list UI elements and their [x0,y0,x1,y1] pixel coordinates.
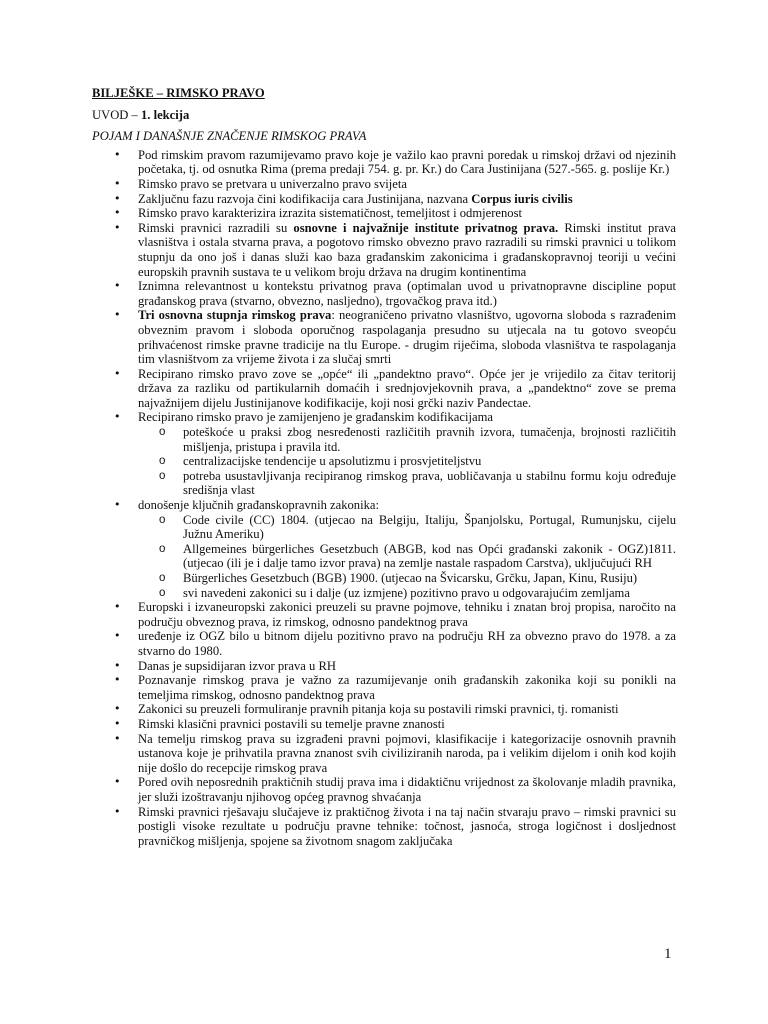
list-item [92,659,676,674]
sub-list-item: o Bürgerliches Gesetzbuch (BGB) 1900. (utjecao na Švicarsku, Grčku, Japan, Kinu, Rusiju) [138,571,676,586]
sub-list-item: o Code civile (CC) 1804. (utjecao na Belgiju, Italiju, Španjolsku, Portugal, Rumunjsku, cijelu Južnu Ameriku) [138,513,676,542]
document-title: BILJEŠKE – RIMSKO PRAVO [92,86,265,100]
list-item [92,702,676,717]
sub-list [138,513,676,601]
lesson-label: 1. lekcija [140,107,190,122]
sub-list-item: o Allgemeines bürgerliches Gesetzbuch (ABGB, kod nas Opći građanski zakonik - OGZ)1811. (utjecao (ili je i dalje tamo izvor prava) na zemlje nastale raspadom Carstva), uključujući RH [138,542,676,571]
list-item-bold: Tri osnovna stupnja rimskog prava [138,308,332,323]
page-number: 1 [664,946,672,962]
list-item [92,498,676,600]
list-item [92,206,676,221]
lesson-heading [92,108,676,123]
list-item-text: Rimski pravnici rješavaju slučajeve iz praktičnog života i na taj način stvaraju pravo – rimski pravnici su postigli visoke rezultate u području pravne tehnike: točnost, jasnoća, stroga logičnost i dosljednost pravničkog mišljenja, spojene sa životnom snagom zaključaka [138,804,676,848]
list-item [92,805,676,849]
list-item [92,717,676,732]
list-item [92,775,676,804]
list-item [92,600,676,629]
list-item [92,629,676,658]
sub-list-item: o poteškoće u praksi zbog nesređenosti različitih pravnih izvora, tumačenja, brojnosti različitih mišljenja, pristupa i pravila itd. [138,425,676,454]
list-item-text: Zakonici su preuzeli formuliranje pravnih pitanja koja su postavili rimski pravnici, tj. romanisti [138,702,619,717]
list-item-text-after: : neograničeno privatno vlasništvo, ugovorna sloboda s razrađenim obveznim pravom i sloboda oporučnog raspolaganja presudno su utjecala na tu gotovo sveopću prihvaćenost rimske pravne tradicije na tlu Europe. - drugim riječima, sloboda vlasništva te raspolaganja tim vlasništvom za vrijeme života i za slučaj smrti [138,308,677,367]
list-item-bold: Corpus iuris civilis [471,191,573,206]
sub-list-item: o potreba usustavljivanja recipiranog rimskog prava, uobličavanja u stabilnu formu koju određuje središnja vlast [138,469,676,498]
list-item-text: Rimsko pravo se pretvara u univerzalno pravo svijeta [138,176,407,191]
list-item [92,177,676,192]
sub-list-item: o svi navedeni zakonici su i dalje (uz izmjene) pozitivno pravo u odgovarajućim zemljama [138,586,676,601]
list-item-text: Na temelju rimskog prava su izgrađeni pravni pojmovi, klasifikacije i kategorizacije osnovnih pravnih ustanova koje je prihvatila pravna znanost svih civiliziranih naroda, pa i velikim dijelom i onih kod kojih nije došlo do recepcije rimskog prava [138,731,676,775]
list-item [92,732,676,776]
list-item-text: Iznimna relevantnost u kontekstu privatnog prava (optimalan uvod u privatnopravne discipline poput građanskog prava (stvarno, obvezno, nasljedno), trgovačkog prava itd.) [138,279,676,308]
list-item [92,673,676,702]
sub-list-item: o centralizacijske tendencije u apsolutizmu i prosvjetiteljstvu [138,454,676,469]
list-item-text: Pored ovih neposrednih praktičnih studij prava ima i didaktičnu vrijednost za školovanje mladih pravnika, jer služi izoštravanju njihovog općeg pravnog shvaćanja [138,775,676,804]
list-item-text: uređenje iz OGZ bilo u bitnom dijelu pozitivno pravo na području RH za obvezno pravo do 1978. a za stvarno do 1980. [138,629,676,658]
list-item-text: Pod rimskim pravom razumijevamo pravo koje je važilo kao pravni poredak u rimskoj državi od njezinih početaka, tj. od osnutka Rima (prema predaji 754. g. pr. Kr.) do Cara Justinijana (527.-565. g. poslije Kr.) [138,147,676,177]
list-item [92,148,676,177]
document-body [92,86,676,848]
sub-list [138,425,676,498]
list-item [92,367,676,411]
list-item-text: Rimski pravnici razradili su [138,220,294,235]
list-item [92,192,676,207]
list-item-text: Recipirano rimsko pravo je zamijenjeno je građanskim kodifikacijama [138,410,493,425]
list-item-bold: osnovne i najvažnije institute privatnog prava. [293,220,559,235]
list-item-text: Danas je supsidijaran izvor prava u RH [138,658,336,673]
list-item [92,410,676,498]
list-item-text: Recipirano rimsko pravo zove se „opće“ ili „pandektno pravo“. Opće jer je vrijedilo za čitav teritorij država za razliku od partikularnih domaćih i srednjovjekovnih prava, a „pandektno“ zove se prema najvažnijem dijelu Justinijanove kodifikacije, koji nosi grčki naziv Pandectae. [138,366,676,410]
list-item-text: donošenje ključnih građanskopravnih zakonika: [138,498,379,513]
lesson-prefix: UVOD – [92,107,141,122]
list-item-text: Rimski klasični pravnici postavili su temelje pravne znanosti [138,716,445,731]
bullet-list [92,148,676,849]
list-item-text: Poznavanje rimskog prava je važno za razumijevanje onih građanskih zakonika koji su ponikli na temeljima rimskog, odnosno pandektnog prava [138,673,676,702]
list-item-text: Rimsko pravo karakterizira izrazita sistematičnost, temeljitost i odmjerenost [138,206,522,221]
list-item-text-after: Rimski institut prava vlasništva i ostala stvarna prava, a pogotovo rimsko obvezno pravo razradili su rimski pravnici u tolikom stupnju da ono još i danas služi kao baza građanskim zakonicima i građanskopravnoj teoriji u većini europskih pravnih sustava te u velikom broju država na drugim kontinentima [138,220,676,279]
section-heading: POJAM I DANAŠNJE ZNAČENJE RIMSKOG PRAVA [92,129,367,144]
list-item [92,221,676,279]
list-item [92,308,676,366]
list-item-text: Zaključnu fazu razvoja čini kodifikacija cara Justinijana, nazvana [138,191,472,206]
list-item [92,279,676,308]
list-item-text: Europski i izvaneuropski zakonici preuzeli su pravne pojmove, tehniku i znatan broj propisa, naročito na području obveznog prava, iz rimskog, odnosno pandektnog prava [138,600,676,629]
